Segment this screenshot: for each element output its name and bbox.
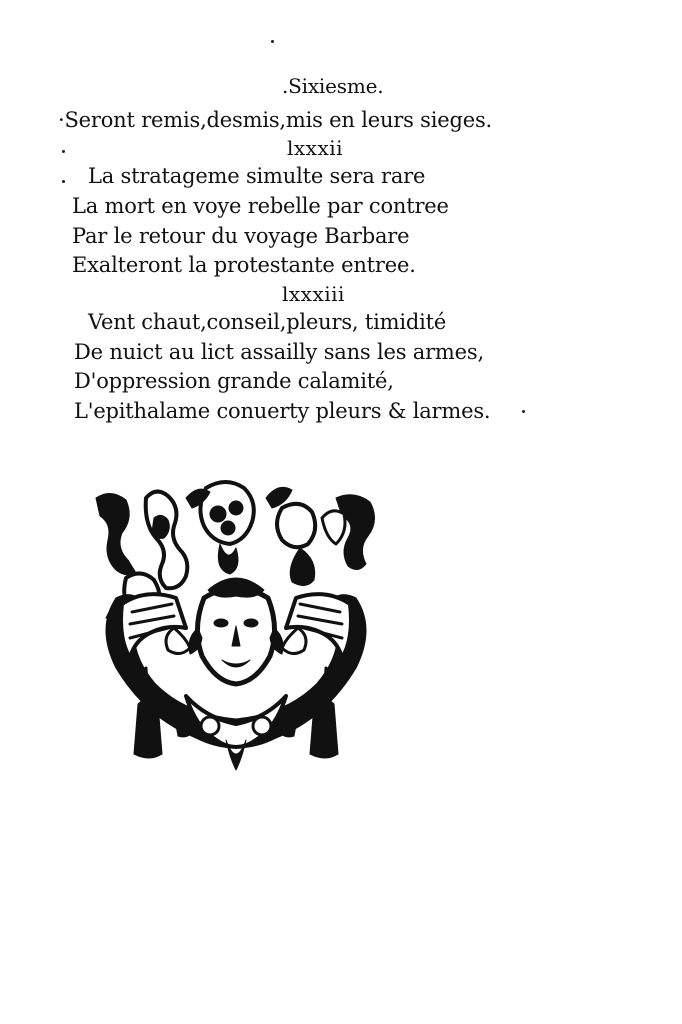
- ink-speck: [62, 180, 65, 183]
- verse-line: D'oppression grande calamité,: [74, 369, 394, 393]
- verse-line: L'epithalame conuerty pleurs & larmes.: [74, 399, 491, 423]
- verse-line: La mort en voye rebelle par contree: [72, 194, 449, 218]
- verse-line: Vent chaut,conseil,pleurs, timidité: [88, 310, 447, 334]
- ink-speck: [522, 410, 525, 413]
- verse-line: ·Seront remis,desmis,mis en leurs sieges.: [58, 108, 492, 132]
- running-head: .Sixiesme.: [282, 74, 384, 98]
- verse-line: De nuict au lict assailly sans les armes,: [74, 340, 484, 364]
- quatrain-number: lxxxiii: [282, 282, 345, 306]
- ink-speck: [271, 40, 274, 43]
- quatrain-number: lxxxii: [287, 136, 344, 160]
- verse-line: Exalteront la protestante entree.: [72, 253, 416, 277]
- ink-speck: [62, 150, 65, 153]
- tailpiece-mask-ornament-icon: [86, 478, 386, 778]
- verse-line: La stratageme simulte sera rare: [88, 164, 426, 188]
- verse-line: Par le retour du voyage Barbare: [72, 224, 410, 248]
